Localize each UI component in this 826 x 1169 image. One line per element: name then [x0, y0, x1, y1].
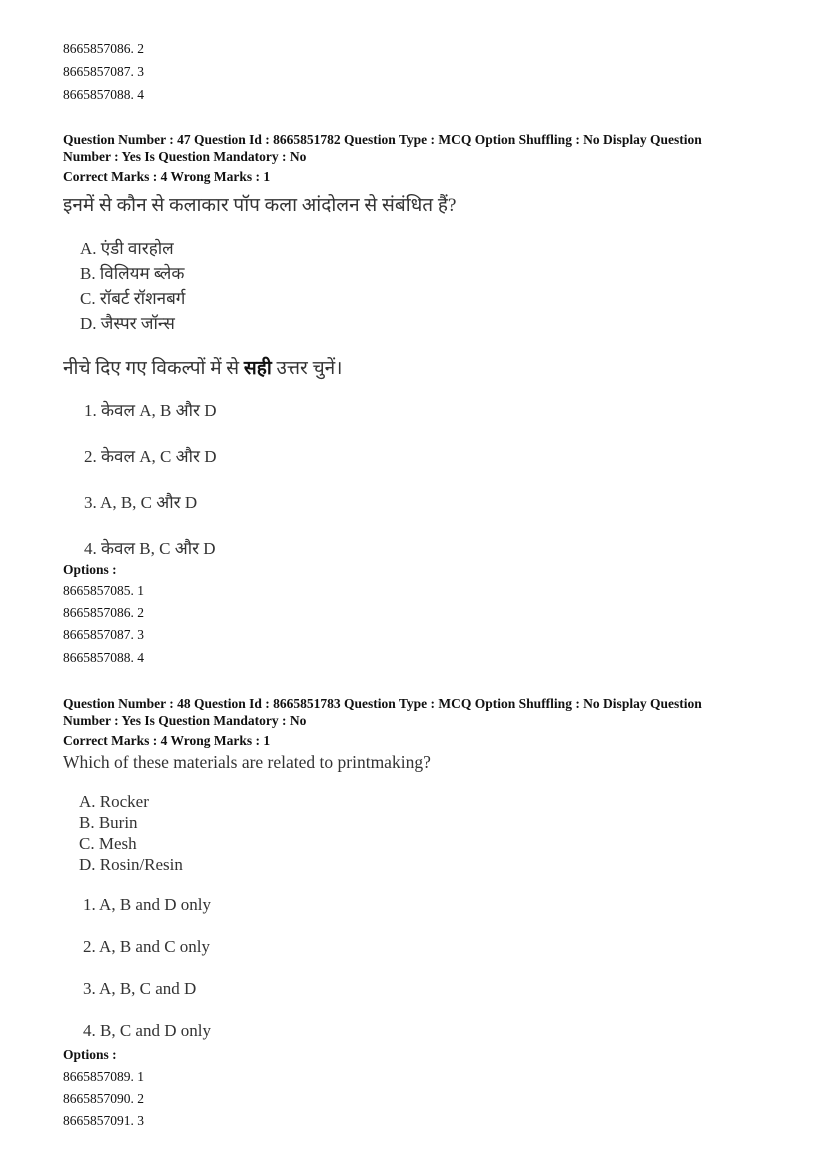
- question-47-options-label: Options :: [63, 562, 117, 577]
- question-48-item-a: A. Rocker: [79, 792, 149, 811]
- question-48-meta-line2: Number : Yes Is Question Mandatory : No: [63, 713, 307, 728]
- question-47-item-d: D. जैस्पर जॉन्स: [80, 314, 175, 333]
- option-code: 8665857088. 4: [63, 650, 144, 665]
- question-47-text: इनमें से कौन से कलाकार पॉप कला आंदोलन से संबंधित हैं?: [63, 195, 457, 216]
- question-48-item-d: D. Rosin/Resin: [79, 855, 183, 874]
- option-code: 8665857089. 1: [63, 1069, 144, 1084]
- question-48-choice-4: 4. B, C and D only: [83, 1021, 211, 1040]
- option-code: 8665857091. 3: [63, 1113, 144, 1128]
- question-47-meta-line2: Number : Yes Is Question Mandatory : No: [63, 149, 307, 164]
- question-48-marks: Correct Marks : 4 Wrong Marks : 1: [63, 733, 271, 748]
- question-47-choice-4: 4. केवल B, C और D: [84, 539, 216, 558]
- instruction-emphasis: सही: [243, 358, 272, 379]
- question-47-choice-2: 2. केवल A, C और D: [84, 447, 217, 466]
- question-47-item-b: B. विलियम ब्लेक: [80, 264, 185, 283]
- option-code: 8665857088. 4: [63, 87, 144, 102]
- question-47-marks: Correct Marks : 4 Wrong Marks : 1: [63, 169, 271, 184]
- question-48-options-label: Options :: [63, 1047, 117, 1062]
- question-48-text: Which of these materials are related to printmaking?: [63, 752, 431, 772]
- option-code: 8665857087. 3: [63, 627, 144, 642]
- option-code: 8665857087. 3: [63, 64, 144, 79]
- option-code: 8665857086. 2: [63, 605, 144, 620]
- question-47-instruction: [63, 354, 342, 380]
- question-48-choice-3: 3. A, B, C and D: [83, 979, 197, 998]
- question-47-choice-1: 1. केवल A, B और D: [84, 401, 217, 420]
- question-47-item-a: A. एंडी वारहोल: [80, 239, 174, 258]
- option-code: 8665857085. 1: [63, 583, 144, 598]
- question-47-meta-line1: Question Number : 47 Question Id : 8665851782 Question Type : MCQ Option Shuffling : No Display Question: [63, 132, 702, 147]
- instruction-text: नीचे दिए गए विकल्पों में से: [63, 358, 244, 379]
- option-code: 8665857090. 2: [63, 1091, 144, 1106]
- question-47-item-c: C. रॉबर्ट रॉशनबर्ग: [80, 289, 186, 308]
- question-48-item-c: C. Mesh: [79, 834, 137, 853]
- instruction-text: उत्तर चुनें।: [271, 358, 343, 379]
- question-48-choice-2: 2. A, B and C only: [83, 937, 211, 956]
- question-48-choice-1: 1. A, B and D only: [83, 895, 211, 914]
- question-48-item-b: B. Burin: [79, 813, 138, 832]
- option-code: 8665857086. 2: [63, 41, 144, 56]
- question-48-meta-line1: Question Number : 48 Question Id : 8665851783 Question Type : MCQ Option Shuffling : No Display Question: [63, 696, 702, 711]
- question-47-choice-3: 3. A, B, C और D: [84, 493, 198, 512]
